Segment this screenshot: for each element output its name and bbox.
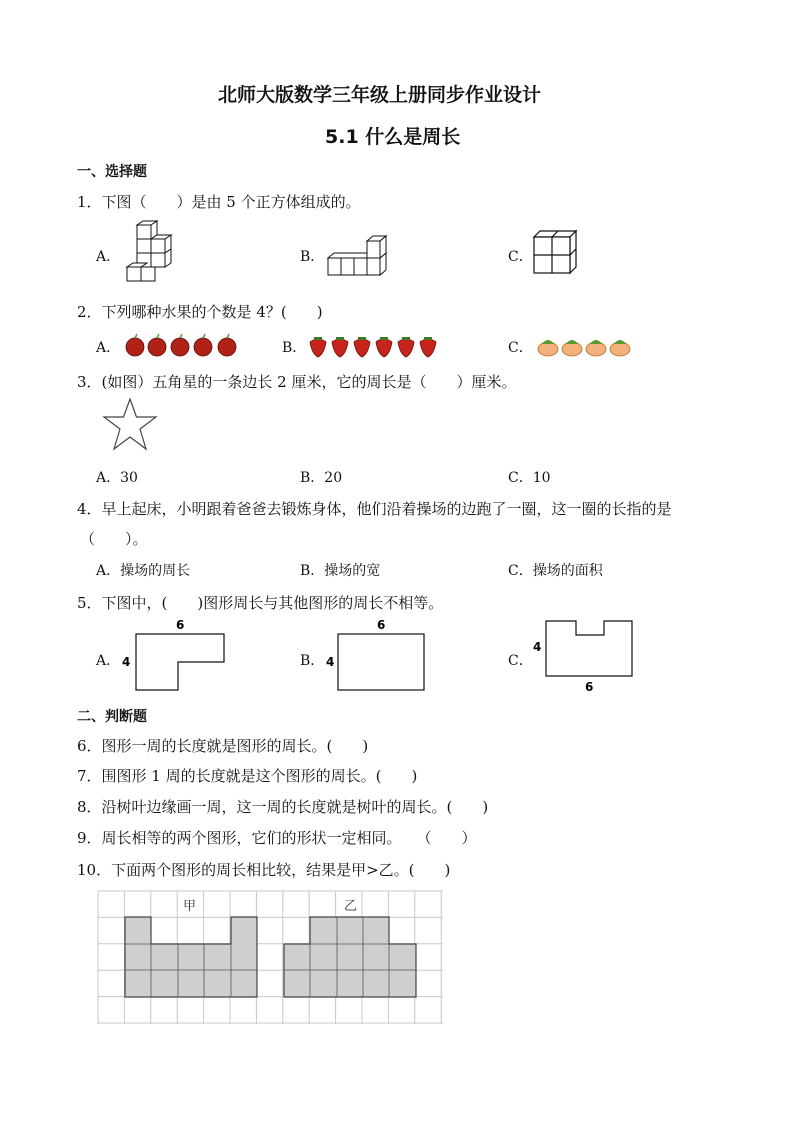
q5-c-width-label: 6 [585, 680, 594, 694]
q2-option-c: C． [508, 340, 533, 356]
q4-option-b: B．操场的宽 [300, 563, 381, 579]
q4-option-a: A．操场的周长 [96, 563, 191, 579]
q1-option-a: A． [96, 249, 121, 265]
question-1: 1．下图（ ）是由 5 个正方体组成的。 [77, 193, 361, 211]
question-5: 5．下图中，( )图形周长与其他图形的周长不相等。 [77, 594, 444, 612]
question-2: 2．下列哪种水果的个数是 4？( ) [77, 303, 323, 321]
q3-option-c: C．10 [508, 470, 551, 486]
page-title: 北师大版数学三年级上册同步作业设计 [218, 84, 542, 106]
q5-figure-b [324, 616, 430, 692]
q5-option-a: A． [96, 653, 121, 669]
peach-icon [538, 340, 630, 356]
q2-peaches-group [538, 336, 634, 358]
q4-option-c: C．操场的面积 [508, 563, 603, 579]
q5-b-width-label: 6 [377, 618, 386, 632]
label-jia: 甲 [183, 899, 197, 914]
figure-yi [284, 917, 416, 997]
q5-figure-c [530, 618, 636, 696]
q10-grid-figure [97, 890, 445, 1026]
q5-b-height-label: 4 [326, 655, 335, 669]
label-yi: 乙 [344, 899, 358, 914]
question-10: 10．下面两个图形的周长相比较，结果是甲>乙。( ) [77, 861, 451, 879]
q2-option-b: B． [282, 340, 307, 356]
question-3: 3．(如图）五角星的一条边长 2 厘米，它的周长是（ ）厘米。 [77, 373, 517, 391]
q5-option-b: B． [300, 653, 325, 669]
star-figure [102, 398, 158, 452]
question-6: 6．图形一周的长度就是图形的周长。( ) [77, 737, 369, 755]
question-8: 8．沿树叶边缘画一周，这一周的长度就是树叶的周长。( ) [77, 798, 489, 816]
strawberry-icon [310, 339, 436, 357]
q3-option-a: A．30 [96, 470, 138, 486]
q2-apples-group [125, 334, 240, 358]
q2-option-a: A． [96, 340, 121, 356]
question-9: 9．周长相等的两个图形，它们的形状一定相同。 （ ） [77, 829, 477, 847]
q5-a-height-label: 4 [122, 655, 131, 669]
q3-option-b: B．20 [300, 470, 343, 486]
q1-cube-figure-a [127, 221, 177, 287]
figure-jia [125, 917, 257, 997]
q1-option-c: C． [508, 249, 533, 265]
q5-c-height-label: 4 [533, 640, 542, 654]
apple-icon [126, 334, 236, 356]
q1-cube-figure-b [328, 233, 388, 279]
q5-option-c: C． [508, 653, 533, 669]
q1-cube-figure-c [534, 231, 578, 275]
section-choice-heading: 一、选择题 [77, 164, 147, 180]
section-judge-heading: 二、判断题 [77, 709, 147, 725]
q5-a-width-label: 6 [176, 618, 185, 632]
question-4-line2: （ ）。 [80, 530, 148, 548]
q1-option-b: B． [300, 249, 325, 265]
q5-figure-a [120, 616, 228, 692]
page-subtitle: 5.1 什么是周长 [325, 126, 461, 148]
question-4-line1: 4．早上起床，小明跟着爸爸去锻炼身体，他们沿着操场的边跑了一圈，这一圈的长指的是 [77, 500, 672, 518]
question-7: 7．围图形 1 周的长度就是这个图形的周长。( ) [77, 767, 418, 785]
q2-strawberries-group [308, 334, 438, 358]
